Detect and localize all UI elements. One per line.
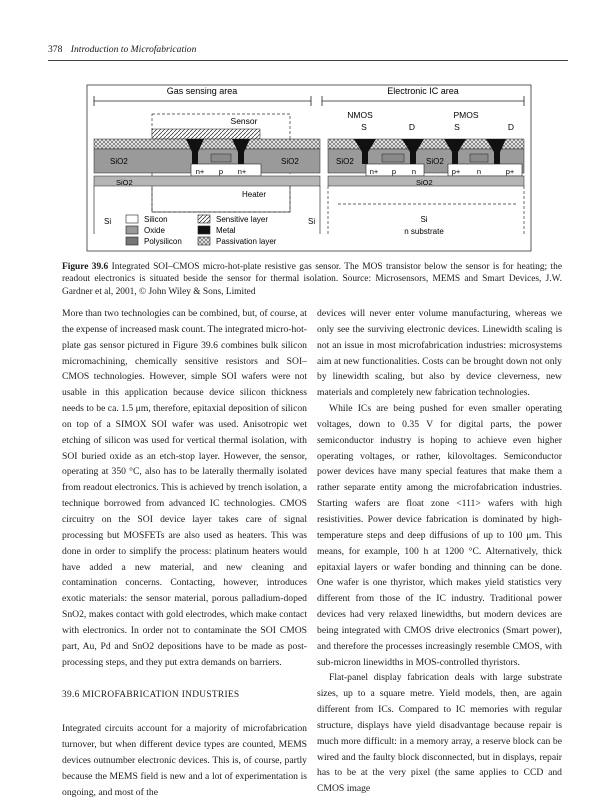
diffusion-p-2: p <box>391 167 397 176</box>
nmos-label: NMOS <box>347 110 373 120</box>
diffusion-nplus-2: n+ <box>237 167 247 176</box>
si-label-left: Si <box>104 217 112 226</box>
buried-oxide-label-left: SiO2 <box>116 178 133 187</box>
left-paragraph-2: Integrated circuits account for a majority of microfabrication turnover, but when different device types are counted, MEMS devices outnumber electronic devices. This is, of course, partly because the MEMS field is new and a lot of experimentation is ongoing, and most of the <box>62 723 307 798</box>
legend-swatch-passivation <box>198 237 210 245</box>
legend-oxide: Oxide <box>144 226 165 235</box>
right-paragraph-1: devices will never enter volume manufacturing, whereas we only see the surviving electronic devices. Linewidth scaling is not an issue in most microfabrication industries: microsystems aim at new functionalities. Costs can be brought down not only by linewidth scaling, but also by device cleverness, new materials and completely new fabrication technologies. <box>317 308 562 399</box>
caption-text: Integrated SOI–CMOS micro-hot-plate resistive gas sensor. The MOS transistor below the sensor is for heating; the readout electronics is situated beside the sensor for thermal isolation. Source: Microsensors, MEMS and Smart Devices, J.W. Gardner et al, 2001, © John Wiley & Sons, Limited <box>62 262 563 297</box>
right-paragraph-2: While ICs are being pushed for even smaller operating voltages, down to 0.35 V for digital parts, the power semiconductor industry is hoping to achieve even higher operating voltages, or rather, kilovoltages. Semiconductor power devices have many special features that make them a rather separate entity among the microfabrication industries. Starting wafers are float zone <111> wafers with high resistivities. Power device fabrication is dominated by high-temperature steps and deep diffusions of up to 100 μm. This means, for example, 100 h at 1200 °C. Alternatively, thick epitaxial layers or wafer bonding and thinning can be done. One wafer is one thyristor, which makes yield statistics very different from those of the IC industry. Traditional power devices had very relaxed linewidths, but modern devices are being integrated with CMOS drive electronics (Smart power), and therefore the processes increasingly resemble CMOS, with sub-micron linewidths in MOS-controlled thyristors. <box>317 403 562 668</box>
pmos-label: PMOS <box>453 110 479 120</box>
si-label-right: Si <box>420 215 428 224</box>
pmos-source-label: S <box>454 122 460 132</box>
right-paragraph-3: Flat-panel display fabrication deals with large substrate sizes, up to a square metre. Yield models, then, are again different from ICs. Compared to IC memories with regular structure, displays have yield disadvantage because repair is much more difficult: in a memory array, a reserve block can be wired and the faulty block disconnected, but in displays, repair has to be at the very pixel (the same applies to CCD and CMOS image <box>317 672 562 795</box>
figure-39-6-diagram <box>86 84 532 252</box>
oxide-label-3: SiO2 <box>336 157 354 166</box>
running-header <box>48 44 568 55</box>
page-number: 378 <box>48 44 63 55</box>
right-column <box>317 306 562 797</box>
sensor-label: Sensor <box>230 116 258 126</box>
legend-sensitive: Sensitive layer <box>216 215 269 224</box>
buried-oxide <box>94 176 524 186</box>
left-column <box>62 306 307 800</box>
diffusion-n-2: n <box>476 167 482 176</box>
figure-caption <box>62 261 562 298</box>
diffusion-nplus-3: n+ <box>369 167 379 176</box>
pmos-drain-label: D <box>507 122 515 132</box>
si-label-mid: Si <box>308 217 316 226</box>
caption-label: Figure 39.6 <box>62 262 109 272</box>
legend-silicon: Silicon <box>144 215 168 224</box>
section-heading: 39.6 MICROFABRICATION INDUSTRIES <box>62 690 240 701</box>
legend-metal: Metal <box>216 226 236 235</box>
diffusion-p-1: p <box>218 167 224 176</box>
diffusion-pplus-1: p+ <box>451 167 461 176</box>
buried-oxide-label-right: SiO2 <box>416 178 433 187</box>
legend-swatch-polysilicon <box>126 237 138 245</box>
legend-swatch-sensitive <box>198 215 210 223</box>
legend-polysilicon: Polysilicon <box>144 237 182 246</box>
diffusion-n-1: n <box>411 167 417 176</box>
ic-area-label: Electronic IC area <box>387 86 459 96</box>
diffusion-nplus-1: n+ <box>195 167 205 176</box>
legend-swatch-metal <box>198 226 210 234</box>
left-paragraph-1: More than two technologies can be combined, but, of course, at the expense of increased mask count. The integrated micro-hot-plate gas sensor pictured in Figure 39.6 combines bulk silicon micromachining, chemically sensitive resistors and SOI–CMOS technologies. However, simple SOI wafers were not usable in this application because device silicon thickness needs to be ca. 1.5 μm, therefore, epitaxial deposition of silicon on top of a SIMOX SOI wafer was used. Anisotropic wet etching of silicon was used for vertical thermal isolation, with SOI buried oxide as an etch-stop layer. However, the sensor, operating at 350 °C, also has to be laterally thermally isolated from readout electronics. This is achieved by trench isolation, a technique borrowed from advanced IC technologies. CMOS circuitry on the SOI device layer takes care of signal processing but MOSFETs are also used as heaters. This was done in order to simplify the process: platinum heaters would have added a new material, and new cleaning and contamination concerns. Contacting, however, introduces exotic materials: the sensor material, porous palladium-doped SnO2, makes contact with gold electrodes, which make contact with electronics. In order not to contaminate the SOI CMOS part, Au, Pd and SnO2 depositions have to be made as post-processing steps, and they put extra demands on barriers. <box>62 308 307 668</box>
nmos-drain-label: D <box>408 122 416 132</box>
sensitive-layer <box>152 129 260 139</box>
legend-swatch-oxide <box>126 226 138 234</box>
legend-passivation: Passivation layer <box>216 237 277 246</box>
oxide-label-4: SiO2 <box>426 157 444 166</box>
oxide-label-2: SiO2 <box>281 157 299 166</box>
legend-swatch-silicon <box>126 215 138 223</box>
diffusion-pplus-2: p+ <box>505 167 515 176</box>
gas-area-label: Gas sensing area <box>166 86 238 96</box>
heater-label: Heater <box>241 190 267 199</box>
header-rule <box>48 60 568 61</box>
oxide-label-1: SiO2 <box>110 157 128 166</box>
running-title: Introduction to Microfabrication <box>70 44 197 55</box>
nmos-source-label: S <box>361 122 367 132</box>
n-substrate-label: n substrate <box>404 227 444 236</box>
